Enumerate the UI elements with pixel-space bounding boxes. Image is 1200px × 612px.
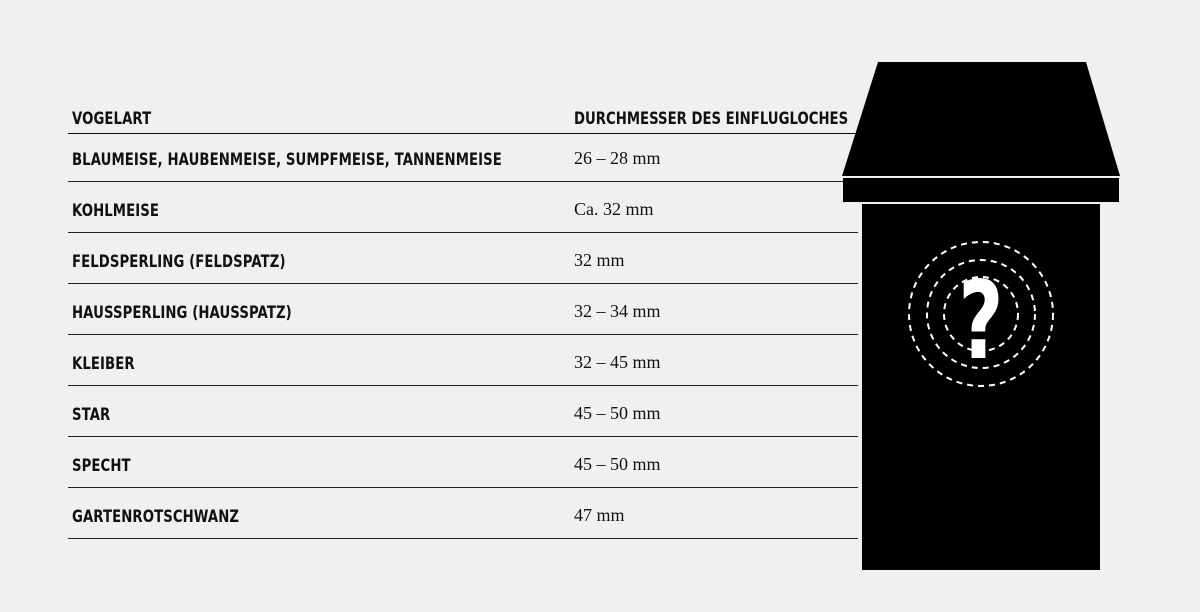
species-cell: KOHLMEISE <box>72 201 160 221</box>
diameter-cell: 32 – 34 mm <box>574 301 661 321</box>
diameter-cell: 47 mm <box>574 505 625 525</box>
diameter-cell: 32 – 45 mm <box>574 352 661 372</box>
birdhouse-eave <box>843 178 1119 202</box>
table-row <box>68 182 858 233</box>
table-row <box>68 233 858 284</box>
table-row <box>68 386 858 437</box>
table-row <box>68 335 858 386</box>
species-cell: KLEIBER <box>72 354 135 374</box>
header-diameter: DURCHMESSER DES EINFLUGLOCHES <box>574 109 849 129</box>
diameter-cell: Ca. 32 mm <box>574 199 654 219</box>
diameter-cell: 45 – 50 mm <box>574 454 661 474</box>
table-row <box>68 284 858 335</box>
birdhouse-icon <box>840 60 1122 572</box>
diameter-cell: 32 mm <box>574 250 625 270</box>
table-row <box>68 488 858 539</box>
species-cell: BLAUMEISE, HAUBENMEISE, SUMPFMEISE, TANNENMEISE <box>72 150 502 170</box>
question-mark-icon: ? <box>958 259 1004 385</box>
table-row <box>68 437 858 488</box>
diameter-cell: 26 – 28 mm <box>574 148 661 168</box>
header-species: VOGELART <box>72 109 152 129</box>
species-cell: FELDSPERLING (FELDSPATZ) <box>72 252 286 272</box>
species-cell: HAUSSPERLING (HAUSSPATZ) <box>72 303 292 323</box>
species-cell: STAR <box>72 405 111 425</box>
species-cell: SPECHT <box>72 456 131 476</box>
table-row <box>68 134 858 182</box>
diameter-cell: 45 – 50 mm <box>574 403 661 423</box>
birdhouse-roof <box>842 62 1120 176</box>
species-cell: GARTENROTSCHWANZ <box>72 507 240 527</box>
table-header-row <box>68 104 858 134</box>
entrance-hole-table <box>68 104 858 539</box>
